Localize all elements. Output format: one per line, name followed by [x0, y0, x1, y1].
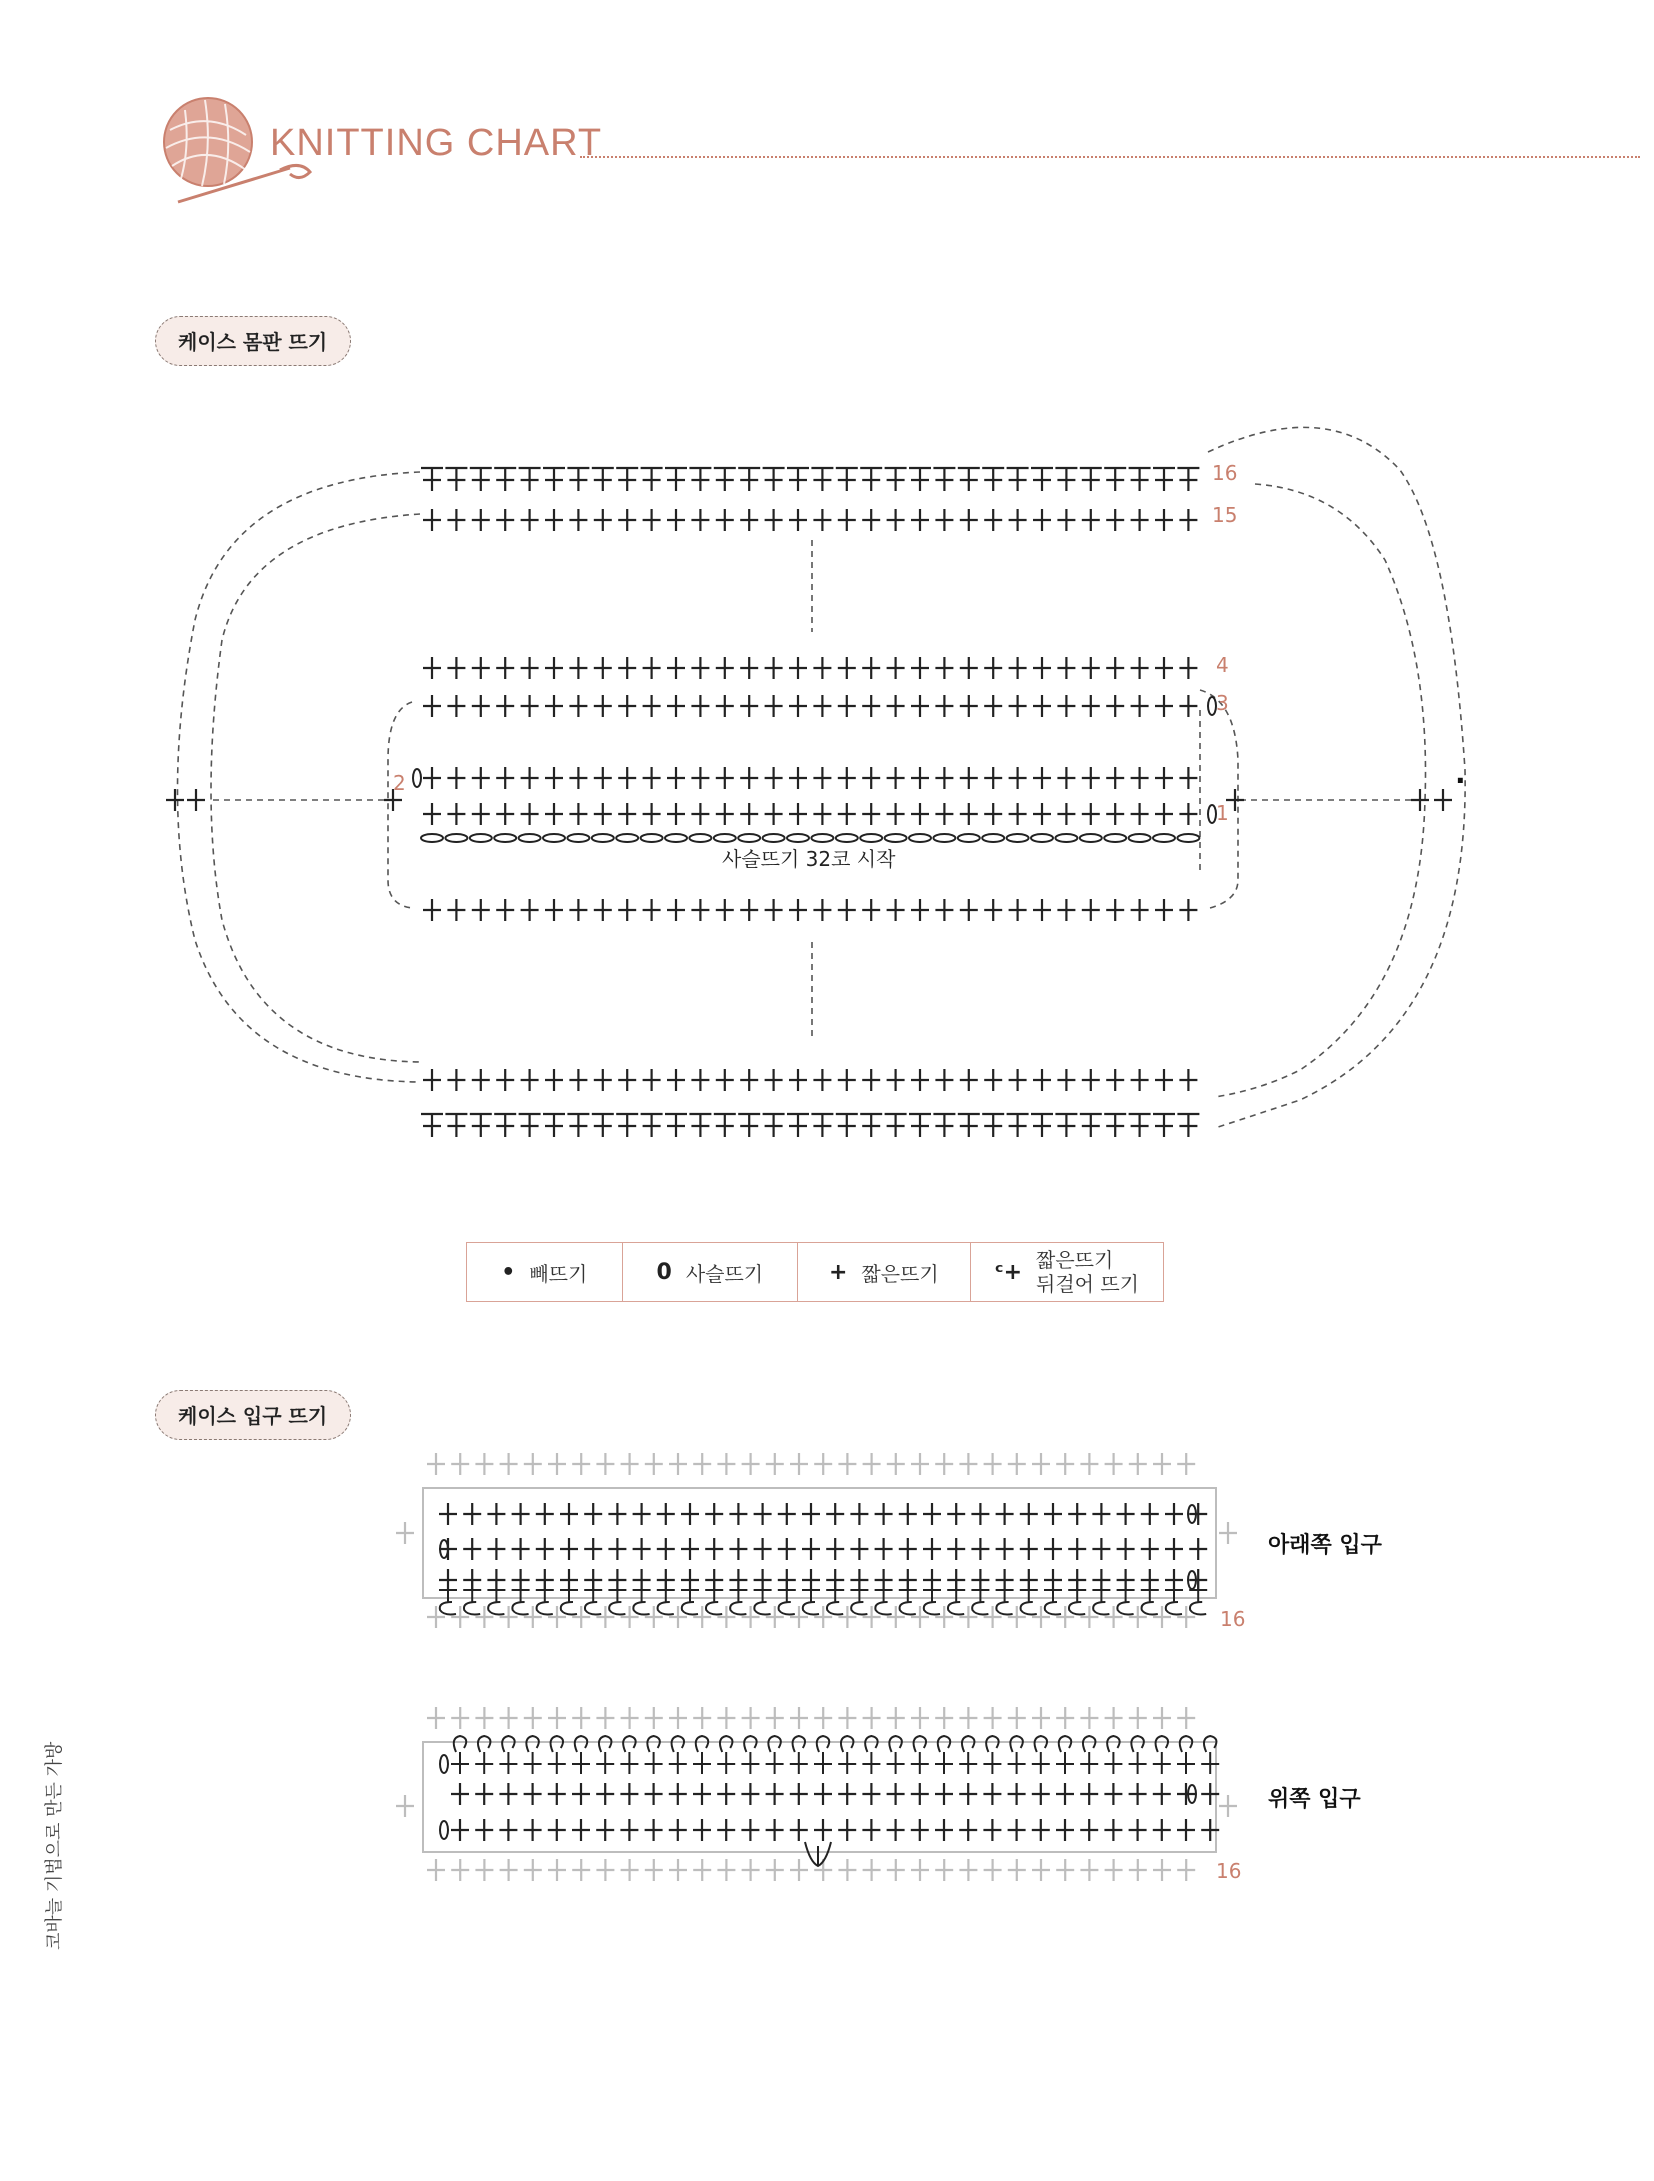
single-crochet-stitch	[875, 1538, 893, 1560]
single-crochet-stitch	[983, 1783, 1001, 1805]
single-crochet-stitch	[814, 1819, 832, 1841]
single-crochet-stitch	[645, 1819, 663, 1841]
legend-label: 빼뜨기	[529, 1261, 588, 1286]
single-crochet-stitch	[778, 1538, 796, 1560]
placeholder-stitch	[596, 1453, 614, 1475]
single-crochet-stitch	[729, 1503, 747, 1525]
placeholder-stitch	[621, 1707, 639, 1729]
single-crochet-stitch	[887, 1819, 905, 1841]
placeholder-stitch	[621, 1453, 639, 1475]
placeholder-stitch	[1153, 1707, 1171, 1729]
single-crochet-stitch	[669, 1783, 687, 1805]
placeholder-stitch	[475, 1606, 493, 1628]
single-crochet-stitch	[572, 1819, 590, 1841]
single-crochet-stitch	[512, 1538, 530, 1560]
single-crochet-stitch	[620, 1819, 638, 1841]
placeholder-stitch	[790, 1859, 808, 1881]
placeholder-stitch	[887, 1859, 905, 1881]
placeholder-stitch	[1080, 1859, 1098, 1881]
placeholder-stitch	[524, 1453, 542, 1475]
single-crochet-stitch	[681, 1503, 699, 1525]
placeholder-stitch	[766, 1859, 784, 1881]
placeholder-stitch	[1153, 1859, 1171, 1881]
placeholder-stitch	[984, 1707, 1002, 1729]
placeholder-stitch	[1105, 1707, 1123, 1729]
single-crochet-stitch	[1189, 1503, 1207, 1525]
single-crochet-stitch	[548, 1783, 566, 1805]
placeholder-stitch	[500, 1606, 518, 1628]
placeholder-stitch	[1153, 1606, 1171, 1628]
single-crochet-stitch	[947, 1538, 965, 1560]
placeholder-stitch	[1177, 1859, 1195, 1881]
single-crochet-stitch	[499, 1783, 517, 1805]
placeholder-stitch	[524, 1606, 542, 1628]
placeholder-stitch	[645, 1707, 663, 1729]
single-crochet-stitch	[499, 1819, 517, 1841]
single-crochet-stitch	[971, 1538, 989, 1560]
single-crochet-stitch	[1092, 1538, 1110, 1560]
placeholder-stitch	[572, 1453, 590, 1475]
placeholder-stitch	[742, 1453, 760, 1475]
single-crochet-stitch	[850, 1503, 868, 1525]
placeholder-stitch	[887, 1707, 905, 1729]
join-mark	[805, 1842, 831, 1866]
placeholder-stitch	[669, 1707, 687, 1729]
placeholder-stitch	[1008, 1606, 1026, 1628]
placeholder-stitch	[1177, 1453, 1195, 1475]
single-crochet-stitch	[669, 1819, 687, 1841]
single-crochet-stitch	[657, 1503, 675, 1525]
placeholder-stitch	[396, 1522, 414, 1544]
single-crochet-stitch	[1104, 1783, 1122, 1805]
placeholder-stitch	[959, 1453, 977, 1475]
placeholder-stitch	[451, 1859, 469, 1881]
placeholder-stitch	[451, 1606, 469, 1628]
placeholder-stitch	[863, 1707, 881, 1729]
side-book-title: 코바늘 기법으로 만든 가방	[44, 1741, 65, 1950]
single-crochet-stitch	[862, 1783, 880, 1805]
single-crochet-stitch	[633, 1538, 651, 1560]
row-label-3: 3	[1216, 691, 1229, 715]
single-crochet-stitch	[887, 1783, 905, 1805]
lower-row-label: 16	[1220, 1607, 1246, 1631]
single-crochet-stitch	[1008, 1819, 1026, 1841]
placeholder-stitch	[693, 1453, 711, 1475]
single-crochet-stitch	[741, 1819, 759, 1841]
placeholder-stitch	[1129, 1453, 1147, 1475]
single-crochet-stitch	[1165, 1503, 1183, 1525]
placeholder-stitch	[911, 1859, 929, 1881]
placeholder-stitch	[596, 1707, 614, 1729]
placeholder-stitch	[790, 1453, 808, 1475]
single-crochet-stitch	[754, 1538, 772, 1560]
single-crochet-stitch	[475, 1819, 493, 1841]
placeholder-stitch	[814, 1606, 832, 1628]
placeholder-stitch	[500, 1453, 518, 1475]
back-post-single-crochet-icon: ᶜ+	[994, 1259, 1023, 1285]
placeholder-stitch	[717, 1453, 735, 1475]
placeholder-stitch	[475, 1859, 493, 1881]
placeholder-stitch	[742, 1859, 760, 1881]
single-crochet-stitch	[1032, 1819, 1050, 1841]
single-crochet-stitch	[875, 1503, 893, 1525]
single-crochet-stitch	[487, 1503, 505, 1525]
single-crochet-stitch	[717, 1783, 735, 1805]
single-crochet-stitch	[560, 1538, 578, 1560]
placeholder-stitch	[984, 1859, 1002, 1881]
placeholder-stitch	[911, 1707, 929, 1729]
placeholder-stitch	[427, 1606, 445, 1628]
placeholder-stitch	[1008, 1707, 1026, 1729]
single-crochet-stitch	[971, 1503, 989, 1525]
placeholder-stitch	[621, 1606, 639, 1628]
placeholder-stitch	[790, 1707, 808, 1729]
placeholder-stitch	[1080, 1606, 1098, 1628]
single-crochet-stitch	[536, 1538, 554, 1560]
single-crochet-stitch	[899, 1538, 917, 1560]
placeholder-stitch	[548, 1859, 566, 1881]
single-crochet-stitch	[935, 1819, 953, 1841]
placeholder-stitch	[1032, 1707, 1050, 1729]
placeholder-stitch	[1153, 1453, 1171, 1475]
single-crochet-stitch	[681, 1538, 699, 1560]
placeholder-stitch	[548, 1453, 566, 1475]
single-crochet-stitch	[1141, 1538, 1159, 1560]
single-crochet-stitch	[1008, 1783, 1026, 1805]
upper-entry-label: 위쪽 입구	[1268, 1787, 1361, 1812]
single-crochet-stitch	[1080, 1783, 1098, 1805]
single-crochet-stitch	[717, 1819, 735, 1841]
placeholder-stitch	[742, 1707, 760, 1729]
chain-stitch-icon: 0	[656, 1259, 672, 1285]
placeholder-stitch	[1177, 1606, 1195, 1628]
placeholder-stitch	[1032, 1606, 1050, 1628]
single-crochet-stitch	[596, 1819, 614, 1841]
single-crochet-stitch	[608, 1538, 626, 1560]
placeholder-stitch	[451, 1453, 469, 1475]
placeholder-stitch	[645, 1453, 663, 1475]
row-label-15: 15	[1212, 503, 1238, 527]
single-crochet-stitch	[983, 1819, 1001, 1841]
single-crochet-stitch	[487, 1538, 505, 1560]
placeholder-stitch	[814, 1453, 832, 1475]
page-title: KNITTING CHART	[270, 122, 603, 164]
single-crochet-stitch	[451, 1783, 469, 1805]
placeholder-stitch	[427, 1707, 445, 1729]
single-crochet-stitch	[838, 1783, 856, 1805]
placeholder-stitch	[1056, 1606, 1074, 1628]
single-crochet-stitch	[475, 1783, 493, 1805]
placeholder-stitch	[1105, 1859, 1123, 1881]
single-crochet-stitch	[1177, 1819, 1195, 1841]
lower-entry-frame	[423, 1488, 1216, 1598]
placeholder-stitch	[911, 1606, 929, 1628]
placeholder-stitch	[500, 1859, 518, 1881]
chain-stitch	[440, 1821, 448, 1839]
single-crochet-stitch	[766, 1819, 784, 1841]
slip-stitch-mark: ·	[1455, 764, 1466, 797]
upper-row-label: 16	[1216, 1859, 1242, 1883]
row-label-4: 4	[1216, 653, 1229, 677]
upper-entry-frame	[423, 1742, 1216, 1852]
placeholder-stitch	[1056, 1453, 1074, 1475]
placeholder-stitch	[1177, 1707, 1195, 1729]
placeholder-stitch	[1008, 1859, 1026, 1881]
placeholder-stitch	[1032, 1453, 1050, 1475]
placeholder-stitch	[548, 1606, 566, 1628]
single-crochet-stitch	[766, 1783, 784, 1805]
placeholder-stitch	[935, 1453, 953, 1475]
single-crochet-stitch	[463, 1503, 481, 1525]
placeholder-stitch	[1105, 1453, 1123, 1475]
placeholder-stitch	[838, 1859, 856, 1881]
placeholder-stitch	[1056, 1859, 1074, 1881]
placeholder-stitch	[621, 1859, 639, 1881]
single-crochet-stitch	[838, 1819, 856, 1841]
placeholder-stitch	[669, 1859, 687, 1881]
placeholder-stitch	[838, 1453, 856, 1475]
single-crochet-stitch	[657, 1538, 675, 1560]
single-crochet-stitch	[790, 1783, 808, 1805]
placeholder-stitch	[427, 1453, 445, 1475]
placeholder-stitch	[959, 1859, 977, 1881]
single-crochet-stitch	[959, 1819, 977, 1841]
placeholder-stitch	[572, 1606, 590, 1628]
single-crochet-stitch	[608, 1503, 626, 1525]
single-crochet-stitch	[705, 1538, 723, 1560]
single-crochet-stitch	[512, 1503, 530, 1525]
single-crochet-stitch	[439, 1503, 457, 1525]
single-crochet-stitch	[826, 1538, 844, 1560]
single-crochet-stitch	[935, 1783, 953, 1805]
single-crochet-stitch	[548, 1819, 566, 1841]
placeholder-stitch	[1080, 1453, 1098, 1475]
single-crochet-stitch	[1129, 1819, 1147, 1841]
placeholder-stitch	[596, 1859, 614, 1881]
placeholder-stitch	[742, 1606, 760, 1628]
single-crochet-stitch	[996, 1503, 1014, 1525]
row-label-2: 2	[393, 771, 406, 795]
single-crochet-stitch	[1129, 1783, 1147, 1805]
placeholder-stitch	[1105, 1606, 1123, 1628]
single-crochet-stitch	[536, 1503, 554, 1525]
single-crochet-stitch	[1068, 1503, 1086, 1525]
placeholder-stitch	[838, 1606, 856, 1628]
placeholder-stitch	[887, 1606, 905, 1628]
placeholder-stitch	[1008, 1453, 1026, 1475]
placeholder-stitch	[396, 1795, 414, 1817]
placeholder-stitch	[572, 1859, 590, 1881]
placeholder-stitch	[693, 1707, 711, 1729]
chain-stitch	[440, 1755, 448, 1773]
placeholder-stitch	[524, 1707, 542, 1729]
placeholder-stitch	[887, 1453, 905, 1475]
placeholder-stitch	[693, 1606, 711, 1628]
start-caption: 사슬뜨기 32코 시작	[722, 847, 896, 871]
placeholder-stitch	[984, 1453, 1002, 1475]
placeholder-stitch	[475, 1707, 493, 1729]
single-crochet-stitch	[620, 1783, 638, 1805]
placeholder-stitch	[717, 1606, 735, 1628]
single-crochet-stitch	[826, 1503, 844, 1525]
row-label-16: 16	[1212, 461, 1238, 485]
placeholder-stitch	[1129, 1707, 1147, 1729]
single-crochet-stitch	[996, 1538, 1014, 1560]
placeholder-stitch	[911, 1453, 929, 1475]
placeholder-stitch	[500, 1707, 518, 1729]
placeholder-stitch	[935, 1707, 953, 1729]
placeholder-stitch	[935, 1606, 953, 1628]
single-crochet-stitch	[947, 1503, 965, 1525]
placeholder-stitch	[1219, 1795, 1237, 1817]
single-crochet-stitch	[923, 1503, 941, 1525]
placeholder-stitch	[717, 1707, 735, 1729]
placeholder-stitch	[475, 1453, 493, 1475]
placeholder-stitch	[1056, 1707, 1074, 1729]
single-crochet-stitch	[645, 1783, 663, 1805]
single-crochet-stitch	[572, 1783, 590, 1805]
single-crochet-stitch	[1104, 1819, 1122, 1841]
placeholder-stitch	[669, 1453, 687, 1475]
placeholder-stitch	[645, 1859, 663, 1881]
placeholder-stitch	[596, 1606, 614, 1628]
single-crochet-stitch	[596, 1783, 614, 1805]
single-crochet-stitch	[802, 1538, 820, 1560]
single-crochet-stitch	[1141, 1503, 1159, 1525]
single-crochet-stitch	[693, 1819, 711, 1841]
single-crochet-stitch	[1056, 1783, 1074, 1805]
single-crochet-stitch	[1117, 1503, 1135, 1525]
placeholder-stitch	[451, 1707, 469, 1729]
placeholder-stitch	[1080, 1707, 1098, 1729]
single-crochet-stitch	[1092, 1503, 1110, 1525]
single-crochet-stitch	[693, 1783, 711, 1805]
single-crochet-stitch	[911, 1819, 929, 1841]
placeholder-stitch	[838, 1707, 856, 1729]
slip-stitch-icon: •	[501, 1259, 516, 1285]
single-crochet-stitch	[790, 1819, 808, 1841]
placeholder-stitch	[548, 1707, 566, 1729]
placeholder-stitch	[863, 1859, 881, 1881]
single-crochet-stitch	[560, 1503, 578, 1525]
placeholder-stitch	[1129, 1859, 1147, 1881]
single-crochet-stitch	[923, 1538, 941, 1560]
placeholder-stitch	[572, 1707, 590, 1729]
single-crochet-stitch	[1032, 1783, 1050, 1805]
single-crochet-icon: +	[828, 1259, 848, 1285]
single-crochet-stitch	[584, 1503, 602, 1525]
single-crochet-stitch	[705, 1503, 723, 1525]
placeholder-stitch	[693, 1859, 711, 1881]
single-crochet-stitch	[1189, 1538, 1207, 1560]
row-label-1: 1	[1216, 801, 1229, 825]
legend-label: 짧은뜨기	[861, 1261, 939, 1286]
placeholder-stitch	[790, 1606, 808, 1628]
lower-entry-label: 아래쪽 입구	[1268, 1533, 1382, 1558]
single-crochet-stitch	[1044, 1503, 1062, 1525]
single-crochet-stitch	[1080, 1819, 1098, 1841]
single-crochet-stitch	[1117, 1538, 1135, 1560]
legend-label: 사슬뜨기	[685, 1261, 764, 1286]
placeholder-stitch	[669, 1606, 687, 1628]
single-crochet-stitch	[850, 1538, 868, 1560]
single-crochet-stitch	[1177, 1783, 1195, 1805]
single-crochet-stitch	[814, 1783, 832, 1805]
single-crochet-stitch	[1165, 1538, 1183, 1560]
placeholder-stitch	[984, 1606, 1002, 1628]
single-crochet-stitch	[862, 1819, 880, 1841]
single-crochet-stitch	[584, 1538, 602, 1560]
single-crochet-stitch	[911, 1783, 929, 1805]
placeholder-stitch	[524, 1859, 542, 1881]
placeholder-stitch	[766, 1453, 784, 1475]
placeholder-stitch	[717, 1859, 735, 1881]
single-crochet-stitch	[1056, 1819, 1074, 1841]
single-crochet-stitch	[1044, 1538, 1062, 1560]
single-crochet-stitch	[524, 1819, 542, 1841]
legend-label: 짧은뜨기 뒤걸어 뜨기	[1036, 1248, 1140, 1296]
single-crochet-stitch	[1153, 1783, 1171, 1805]
single-crochet-stitch	[524, 1783, 542, 1805]
section-label-entry: 케이스 입구 뜨기	[155, 1390, 351, 1440]
placeholder-stitch	[1032, 1859, 1050, 1881]
single-crochet-stitch	[1020, 1538, 1038, 1560]
single-crochet-stitch	[959, 1783, 977, 1805]
single-crochet-stitch	[729, 1538, 747, 1560]
single-crochet-stitch	[1153, 1819, 1171, 1841]
placeholder-stitch	[766, 1707, 784, 1729]
section-label-body: 케이스 몸판 뜨기	[155, 316, 351, 366]
single-crochet-stitch	[778, 1503, 796, 1525]
single-crochet-stitch	[1020, 1503, 1038, 1525]
placeholder-stitch	[1129, 1606, 1147, 1628]
placeholder-stitch	[863, 1606, 881, 1628]
placeholder-stitch	[814, 1707, 832, 1729]
single-crochet-stitch	[633, 1503, 651, 1525]
placeholder-stitch	[935, 1859, 953, 1881]
placeholder-stitch	[863, 1453, 881, 1475]
single-crochet-stitch	[754, 1503, 772, 1525]
placeholder-stitch	[427, 1859, 445, 1881]
placeholder-stitch	[959, 1707, 977, 1729]
placeholder-stitch	[766, 1606, 784, 1628]
placeholder-stitch	[959, 1606, 977, 1628]
single-crochet-stitch	[1068, 1538, 1086, 1560]
single-crochet-stitch	[463, 1538, 481, 1560]
placeholder-stitch	[645, 1606, 663, 1628]
single-crochet-stitch	[899, 1503, 917, 1525]
single-crochet-stitch	[741, 1783, 759, 1805]
placeholder-stitch	[1219, 1522, 1237, 1544]
single-crochet-stitch	[802, 1503, 820, 1525]
single-crochet-stitch	[451, 1819, 469, 1841]
